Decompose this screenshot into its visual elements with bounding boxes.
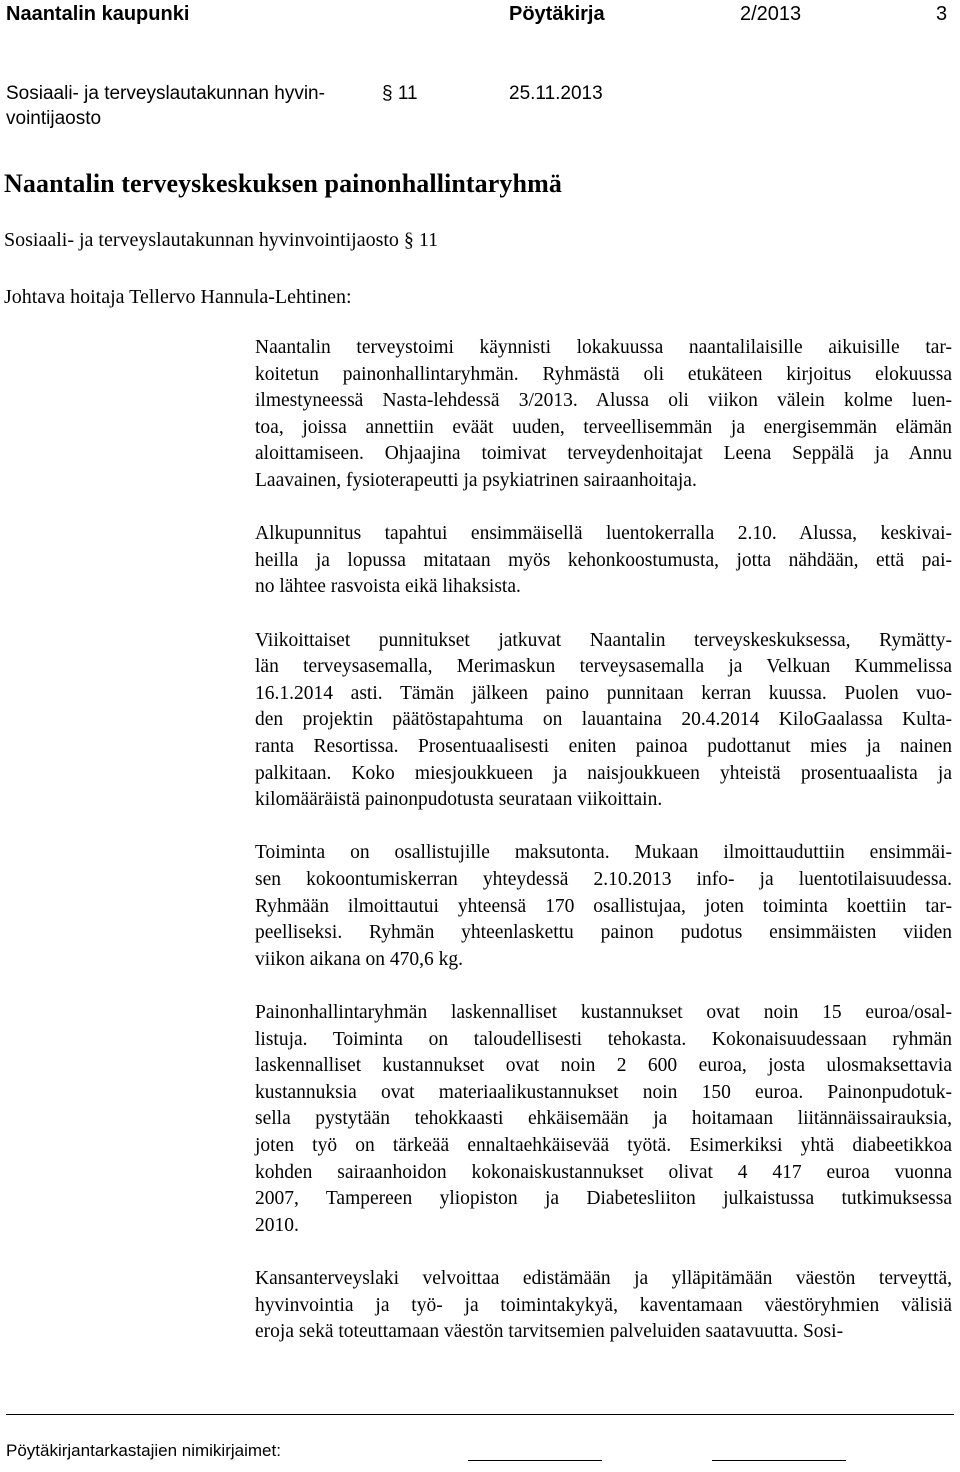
document-number: 2/2013 bbox=[740, 3, 802, 25]
paragraph-1-line: toa, joissa annettiin eväät uuden, terveellisemmän ja energisemmän elämän bbox=[255, 416, 952, 438]
organ-name bbox=[6, 81, 376, 131]
initials-line-1 bbox=[468, 1460, 602, 1461]
organ-name-line1: Sosiaali- ja terveyslautakunnan hyvin- bbox=[6, 83, 325, 104]
footer-divider bbox=[6, 1414, 954, 1415]
paragraph-3-line: den projektin päätöstapahtuma on lauantaina 20.4.2014 KiloGaalassa Kulta- bbox=[255, 709, 952, 731]
paragraph-5-line: kustannuksia ovat materiaalikustannukset noin 150 euroa. Painonpudotuk- bbox=[255, 1081, 952, 1103]
paragraph-5-line: 2010. bbox=[255, 1214, 299, 1236]
paragraph-4-line: viikon aikana on 470,6 kg. bbox=[255, 948, 463, 970]
paragraph-5-line: 2007, Tampereen yliopiston ja Diabetesliiton julkaistussa tutkimuksessa bbox=[255, 1188, 952, 1210]
paragraph-3-line: 16.1.2014 asti. Tämän jälkeen paino punnitaan kerran kuussa. Puolen vuo- bbox=[255, 682, 952, 704]
paragraph-1-line: ilmestyneessä Nasta-lehdessä 3/2013. Alussa oli viikon välein kolme luen- bbox=[255, 390, 952, 412]
meeting-date: 25.11.2013 bbox=[509, 83, 603, 104]
paragraph-3-line: län terveysasemalla, Merimaskun terveysasemalla ja Velkuan Kummelissa bbox=[255, 656, 952, 678]
paragraph-4-line: Toiminta on osallistujille maksutonta. Mukaan ilmoittauduttiin ensimmäi- bbox=[255, 842, 952, 864]
paragraph-5-line: joten työ on tärkeää ennaltaehkäisevää työtä. Esimerkiksi yhtä diabeetikkoa bbox=[255, 1135, 952, 1156]
paragraph-3-line: Viikoittaiset punnitukset jatkuvat Naantalin terveyskeskuksessa, Rymätty- bbox=[255, 629, 952, 651]
paragraph-1-line: Naantalin terveystoimi käynnisti lokakuussa naantalilaisille aikuisille tar- bbox=[255, 337, 952, 358]
paragraph-5-line: Painonhallintaryhmän laskennalliset kustannukset ovat noin 15 euroa/osal- bbox=[255, 1002, 952, 1023]
presenter: Johtava hoitaja Tellervo Hannula-Lehtinen: bbox=[4, 286, 352, 308]
paragraph-3-line: ranta Resortissa. Prosentuaalisesti eniten painoa pudottanut mies ja nainen bbox=[255, 736, 952, 757]
initials-line-2 bbox=[712, 1460, 846, 1461]
paragraph-5-line: sella pystytään tehokkaasti ehkäisemään ja hoitamaan liitännäissairauksia, bbox=[255, 1108, 952, 1130]
paragraph-2-line: no lähtee rasvoista eikä lihaksista. bbox=[255, 576, 521, 598]
item-reference: Sosiaali- ja terveyslautakunnan hyvinvointijaosto § 11 bbox=[4, 229, 439, 251]
paragraph-4-line: sen kokoontumiskerran yhteydessä 2.10.2013 info- ja luentotilaisuudessa. bbox=[255, 869, 952, 890]
paragraph-2-line: heilla ja lopussa mitataan myös kehonkoostumusta, jotta nähdään, että pai- bbox=[255, 549, 952, 571]
paragraph-4-line: peelliseksi. Ryhmän yhteenlaskettu painon pudotus ensimmäisten viiden bbox=[255, 922, 952, 944]
paragraph-1-line: aloittamiseen. Ohjaajina toimivat terveydenhoitajat Leena Seppälä ja Annu bbox=[255, 443, 952, 465]
paragraph-1-line: Laavainen, fysioterapeutti ja psykiatrinen sairaanhoitaja. bbox=[255, 470, 697, 491]
paragraph-6-line: Kansanterveyslaki velvoittaa edistämään ja ylläpitämään väestön terveyttä, bbox=[255, 1268, 952, 1289]
paragraph-3-line: palkitaan. Koko miesjoukkueen ja naisjoukkueen yhteistä prosentuaalista ja bbox=[255, 762, 952, 784]
paragraph-2-line: Alkupunnitus tapahtui ensimmäisellä luentokerralla 2.10. Alussa, keskivai- bbox=[255, 523, 952, 545]
paragraph-5-line: kohden sairaanhoidon kokonaiskustannukset olivat 4 417 euroa vuonna bbox=[255, 1161, 952, 1183]
city-name: Naantalin kaupunki bbox=[6, 3, 190, 25]
paragraph-1-line: koitetun painonhallintaryhmän. Ryhmästä oli etukäteen kirjoitus elokuussa bbox=[255, 363, 952, 385]
paragraph-4-line: Ryhmään ilmoittautui yhteensä 170 osallistujaa, joten toiminta koettiin tar- bbox=[255, 895, 952, 917]
page-number: 3 bbox=[936, 3, 948, 25]
paragraph-3-line: kilomääräistä painonpudotusta seurataan viikoittain. bbox=[255, 789, 663, 811]
paragraph-6-line: eroja sekä toteuttamaan väestön tarvitsemien palveluiden saatavuutta. Sosi- bbox=[255, 1321, 844, 1343]
page-title: Naantalin terveyskeskuksen painonhallintaryhmä bbox=[4, 169, 562, 198]
paragraph-5-line: listuja. Toiminta on taloudellisesti tehokasta. Kokonaisuudessaan ryhmän bbox=[255, 1028, 952, 1050]
paragraph-5-line: laskennalliset kustannukset ovat noin 2 600 euroa, josta ulosmaksettavia bbox=[255, 1055, 952, 1077]
organ-name-line2: vointijaosto bbox=[6, 108, 102, 129]
document-type: Pöytäkirja bbox=[509, 3, 605, 25]
paragraph-6-line: hyvinvointia ja työ- ja toimintakykyä, kaventamaan väestöryhmien välisiä bbox=[255, 1294, 952, 1316]
section-number: § 11 bbox=[382, 83, 418, 104]
footer-label: Pöytäkirjantarkastajien nimikirjaimet: bbox=[6, 1441, 281, 1460]
